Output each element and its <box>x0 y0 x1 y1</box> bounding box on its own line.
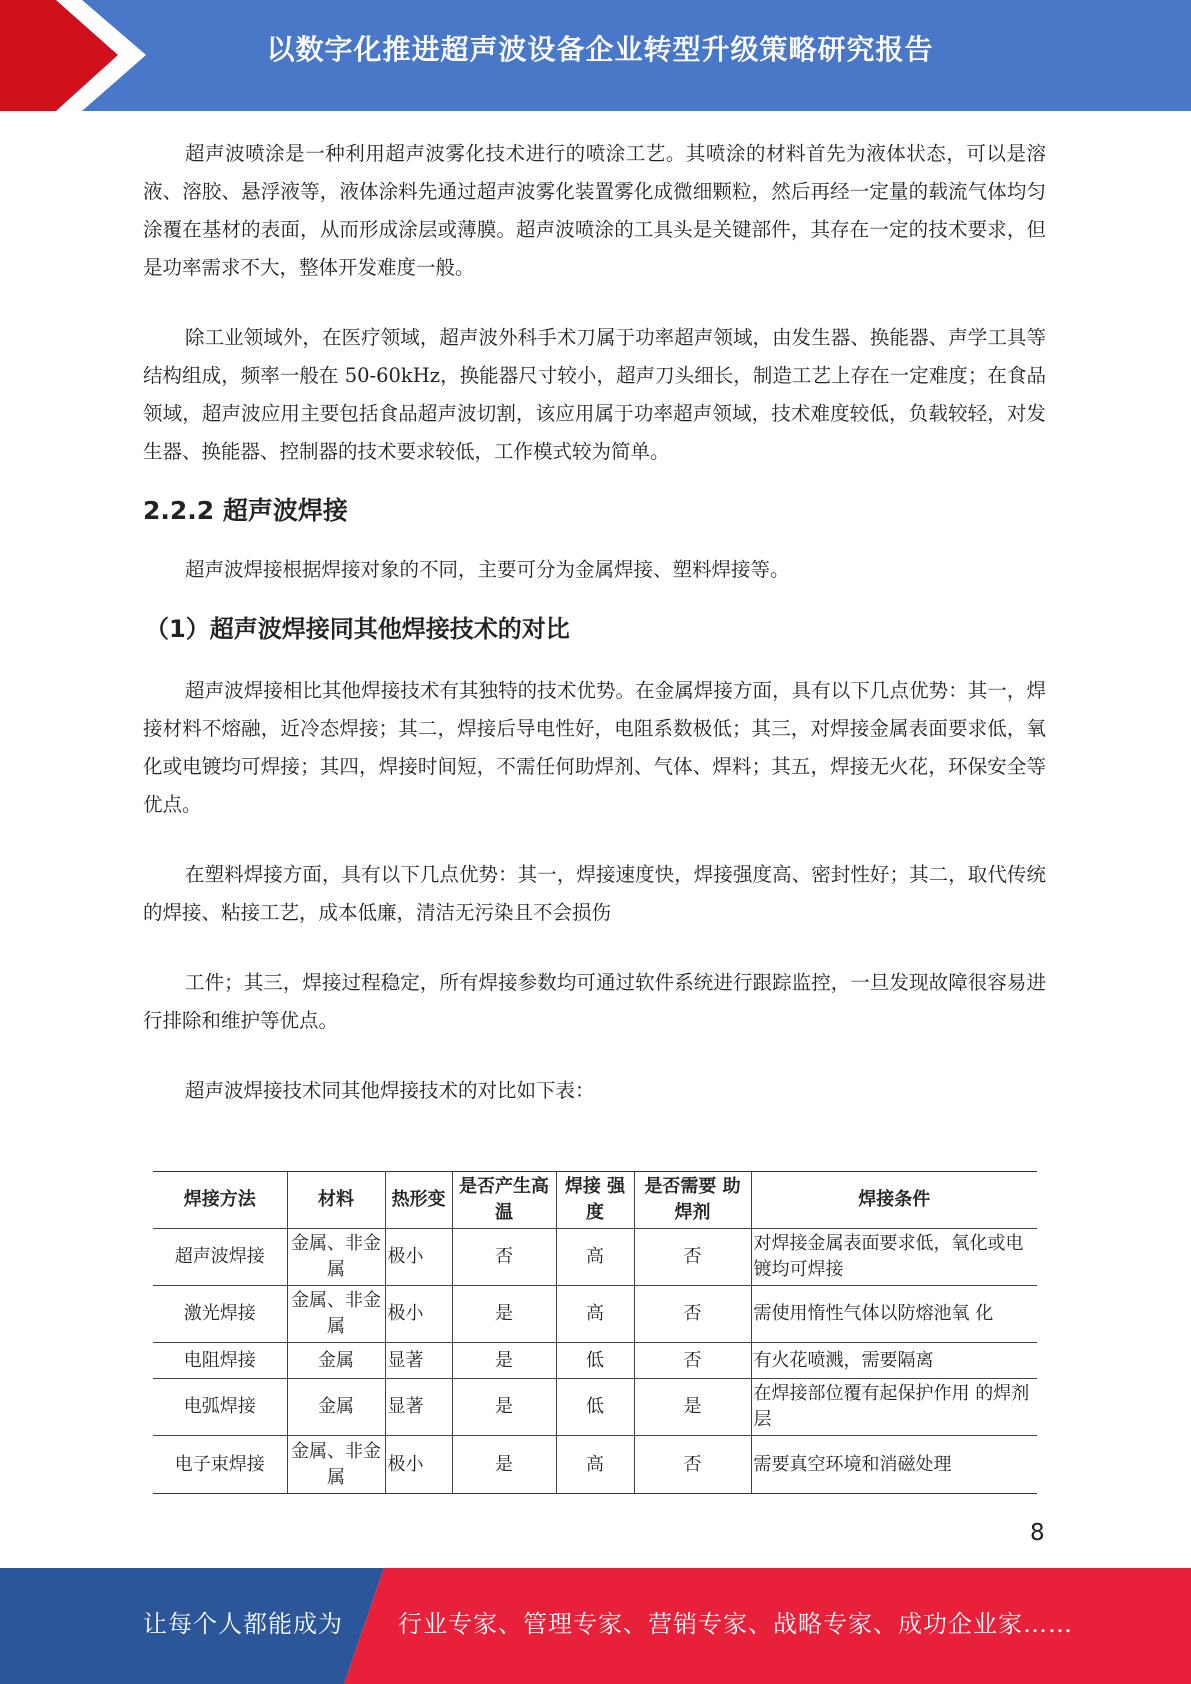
section-heading: 2.2.2 超声波焊接 <box>143 496 348 525</box>
table-cell: 是 <box>452 1343 556 1379</box>
table-cell: 显著 <box>385 1379 452 1436</box>
table-row <box>153 1436 1037 1494</box>
table-cell: 电子束焊接 <box>153 1436 287 1494</box>
footer-slogan-left: 让每个人都能成为 <box>143 1610 343 1638</box>
table-cell: 电弧焊接 <box>153 1379 287 1436</box>
table-header-cell: 焊接条件 <box>751 1172 1037 1229</box>
table-header-row <box>153 1172 1037 1229</box>
table-cell: 需要真空环境和消磁处理 <box>751 1436 1037 1494</box>
table-cell: 是 <box>634 1379 751 1436</box>
table-cell: 是 <box>452 1286 556 1343</box>
paragraph-medical-food: 除工业领域外，在医疗领域，超声波外科手术刀属于功率超声领域，由发生器、换能器、声学工具等结构组成，频率一般在 50-60kHz，换能器尺寸较小，超声刀头细长，制造工艺上存在一定难度；在食品领域，超声波应用主要包括食品超声波切割，该应用属于功率超声领域，技术难度较低，负载较轻，对发生器、换能器、控制器的技术要求较低，工作模式较为简单。 <box>143 326 1046 463</box>
table-cell: 金属、非金属 <box>287 1436 385 1494</box>
table-cell: 低 <box>556 1379 634 1436</box>
table-cell: 否 <box>634 1436 751 1494</box>
paragraph-welding-types: 超声波焊接根据焊接对象的不同，主要可分为金属焊接、塑料焊接等。 <box>185 558 790 581</box>
table-row <box>153 1343 1037 1379</box>
table-header-cell: 是否需要 助焊剂 <box>634 1172 751 1229</box>
table-cell: 金属 <box>287 1343 385 1379</box>
table-cell: 高 <box>556 1436 634 1494</box>
page-footer <box>0 1568 1191 1684</box>
page-header <box>0 0 1191 111</box>
table-cell: 否 <box>452 1229 556 1286</box>
table-row <box>153 1286 1037 1343</box>
table-cell: 极小 <box>385 1229 452 1286</box>
header-red-chevron <box>0 0 160 111</box>
table-cell: 电阻焊接 <box>153 1343 287 1379</box>
table-cell: 金属 <box>287 1379 385 1436</box>
table-header-cell: 是否产生高温 <box>452 1172 556 1229</box>
table-cell: 是 <box>452 1436 556 1494</box>
table-cell: 否 <box>634 1343 751 1379</box>
table-row <box>153 1379 1037 1436</box>
table-cell: 金属、非金属 <box>287 1229 385 1286</box>
table-cell: 低 <box>556 1343 634 1379</box>
table-row <box>153 1229 1037 1286</box>
paragraph-table-intro: 超声波焊接技术同其他焊接技术的对比如下表： <box>185 1079 595 1102</box>
table-header-cell: 材料 <box>287 1172 385 1229</box>
table-header-cell: 焊接 强度 <box>556 1172 634 1229</box>
sub-heading: （1）超声波焊接同其他焊接技术的对比 <box>145 615 570 643</box>
table-header-cell: 热形变 <box>385 1172 452 1229</box>
table-cell: 有火花喷溅，需要隔离 <box>751 1343 1037 1379</box>
table-cell: 否 <box>634 1229 751 1286</box>
table-cell: 极小 <box>385 1436 452 1494</box>
table-cell: 高 <box>556 1229 634 1286</box>
paragraph-metal-welding: 超声波焊接相比其他焊接技术有其独特的技术优势。在金属焊接方面，具有以下几点优势：其一，焊接材料不熔融，近冷态焊接；其二，焊接后导电性好，电阻系数极低；其三，对焊接金属表面要求低，氧化或电镀均可焊接；其四，焊接时间短，不需任何助焊剂、气体、焊料；其五，焊接无火花，环保安全等优点。 <box>143 679 1046 816</box>
header-title: 以数字化推进超声波设备企业转型升级策略研究报告 <box>266 33 934 66</box>
table-cell: 高 <box>556 1286 634 1343</box>
table-cell: 显著 <box>385 1343 452 1379</box>
paragraph-plastic-welding-cont: 工件；其三，焊接过程稳定，所有焊接参数均可通过软件系统进行跟踪监控，一旦发现故障很容易进行排除和维护等优点。 <box>143 971 1046 1032</box>
paragraph-plastic-welding: 在塑料焊接方面，具有以下几点优势：其一，焊接速度快，焊接强度高、密封性好；其二，取代传统的焊接、粘接工艺，成本低廉，清洁无污染且不会损伤 <box>143 863 1046 924</box>
table-cell: 对焊接金属表面要求低，氧化或电镀均可焊接 <box>751 1229 1037 1286</box>
table-cell: 否 <box>634 1286 751 1343</box>
page-number: 8 <box>1030 1520 1045 1546</box>
table-cell: 是 <box>452 1379 556 1436</box>
welding-comparison-table <box>153 1171 1037 1494</box>
table-cell: 激光焊接 <box>153 1286 287 1343</box>
table-cell: 超声波焊接 <box>153 1229 287 1286</box>
table-cell: 金属、非金属 <box>287 1286 385 1343</box>
table-cell: 极小 <box>385 1286 452 1343</box>
table-cell: 需使用惰性气体以防熔池氧 化 <box>751 1286 1037 1343</box>
table-cell: 在焊接部位覆有起保护作用 的焊剂层 <box>751 1379 1037 1436</box>
paragraph-ultrasonic-spraying: 超声波喷涂是一种利用超声波雾化技术进行的喷涂工艺。其喷涂的材料首先为液体状态，可以是溶液、溶胶、悬浮液等，液体涂料先通过超声波雾化装置雾化成微细颗粒，然后再经一定量的载流气体均匀涂覆在基材的表面，从而形成涂层或薄膜。超声波喷涂的工具头是关键部件，其存在一定的技术要求，但是功率需求不大，整体开发难度一般。 <box>143 142 1046 279</box>
report-body <box>143 135 1046 1110</box>
table-header-cell: 焊接方法 <box>153 1172 287 1229</box>
footer-slogan-right: 行业专家、管理专家、营销专家、战略专家、成功企业家…… <box>398 1610 1073 1638</box>
